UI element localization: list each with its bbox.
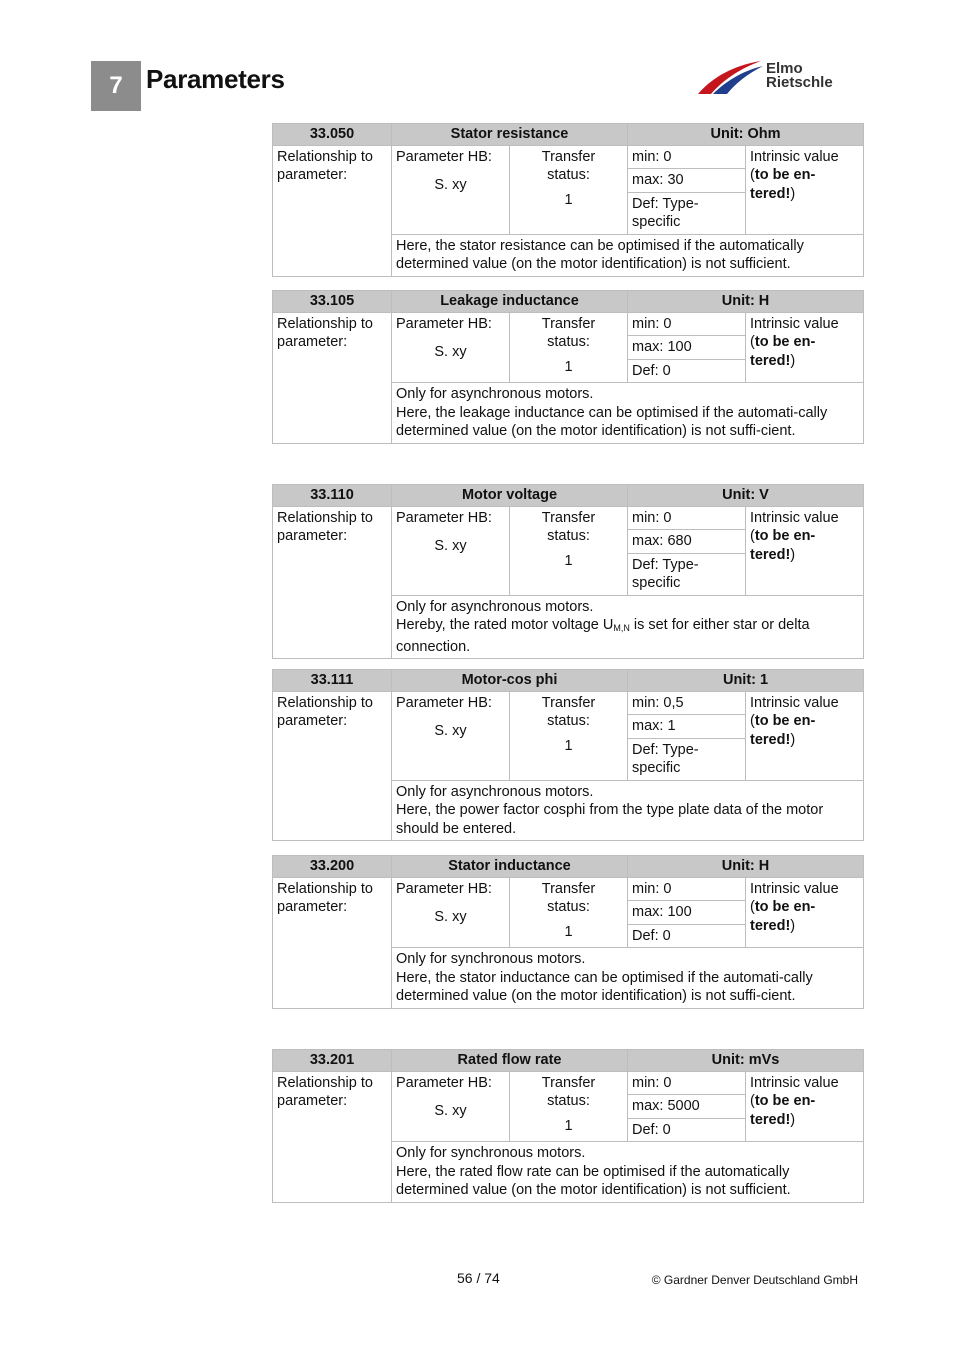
min-max-def-cell	[628, 506, 746, 595]
parameter-id: 33.201	[273, 1050, 392, 1072]
parameter-table	[272, 669, 864, 841]
relationship-label: Relationship to parameter:	[273, 312, 392, 443]
max-value: max: 5000	[628, 1095, 745, 1119]
transfer-status-cell: Transfer status: 1	[510, 145, 628, 234]
description-line: Only for synchronous motors.	[396, 951, 586, 967]
intrinsic-value-cell: Intrinsic value (to be en-tered!)	[746, 691, 864, 780]
min-max-def-cell	[628, 877, 746, 948]
max-value: max: 100	[628, 901, 745, 925]
description-line: Here, the power factor cosphi from the type plate data of the motor should be entered.	[396, 802, 824, 837]
relationship-label: Relationship to parameter:	[273, 506, 392, 659]
page-title: Parameters	[146, 64, 285, 94]
default-value: Def: 0	[632, 927, 671, 944]
logo-line-2: Rietschle	[766, 74, 833, 91]
logo-line-1: Elmo	[766, 60, 803, 77]
description-line: Only for synchronous motors.	[396, 1145, 586, 1161]
parameter-name: Motor voltage	[392, 485, 628, 507]
relationship-label: Relationship to parameter:	[273, 691, 392, 841]
default-value: Def: Type-specific	[632, 741, 699, 776]
parameter-table	[272, 290, 864, 444]
description-line: Only for asynchronous motors.	[396, 598, 594, 615]
transfer-status-cell: Transfer status: 1	[510, 877, 628, 948]
min-value: min: 0	[628, 313, 745, 336]
parameter-name: Stator inductance	[392, 856, 628, 878]
parameter-unit: Unit: Ohm	[628, 124, 864, 146]
parameter-hb-cell: Parameter HB: S. xy	[392, 506, 510, 595]
parameter-table	[272, 1049, 864, 1203]
parameter-table	[272, 484, 864, 659]
transfer-status-cell: Transfer status: 1	[510, 312, 628, 383]
description-line: Here, the rated flow rate can be optimised if the automatically determined value (on the motor identification) is not sufficient.	[396, 1163, 791, 1198]
transfer-status-cell: Transfer status: 1	[510, 691, 628, 780]
min-value: min: 0	[628, 507, 745, 530]
chapter-number-badge: 7	[91, 61, 141, 111]
parameter-description	[392, 595, 864, 659]
default-value: Def: Type-specific	[632, 556, 699, 591]
intrinsic-value-cell: Intrinsic value (to be en-tered!)	[746, 506, 864, 595]
description-line: Only for asynchronous motors.	[396, 783, 594, 800]
parameter-unit: Unit: mVs	[628, 1050, 864, 1072]
min-value: min: 0	[628, 146, 745, 169]
parameter-unit: Unit: H	[628, 291, 864, 313]
relationship-label: Relationship to parameter:	[273, 1071, 392, 1202]
parameter-name: Leakage inductance	[392, 291, 628, 313]
parameter-unit: Unit: 1	[628, 670, 864, 692]
transfer-status-cell: Transfer status: 1	[510, 1071, 628, 1142]
parameter-description	[392, 780, 864, 841]
page-number: 56 / 74	[457, 1270, 500, 1286]
parameter-name: Motor-cos phi	[392, 670, 628, 692]
intrinsic-value-cell: Intrinsic value (to be en-tered!)	[746, 312, 864, 383]
copyright: © Gardner Denver Deutschland GmbH	[651, 1273, 858, 1287]
min-max-def-cell	[628, 1071, 746, 1142]
default-value: Def: 0	[632, 362, 671, 379]
parameter-hb-cell: Parameter HB: S. xy	[392, 145, 510, 234]
default-value: Def: 0	[632, 1121, 671, 1138]
parameter-hb-cell: Parameter HB: S. xy	[392, 877, 510, 948]
description-line: Only for asynchronous motors.	[396, 386, 594, 402]
min-value: min: 0	[628, 878, 745, 901]
relationship-label: Relationship to parameter:	[273, 877, 392, 1008]
min-value: min: 0,5	[628, 692, 745, 715]
description-line: Here, the stator inductance can be optimised if the automati-cally determined value (on the motor identification) is not suffi-cient.	[396, 969, 813, 1004]
max-value: max: 30	[628, 169, 745, 193]
parameter-id: 33.200	[273, 856, 392, 878]
parameter-description	[392, 1142, 864, 1203]
min-max-def-cell	[628, 691, 746, 780]
parameter-name: Rated flow rate	[392, 1050, 628, 1072]
description-line: Hereby, the rated motor voltage $U_{M,N}$ is set for either star or delta connection.	[396, 617, 810, 655]
parameter-unit: Unit: V	[628, 485, 864, 507]
max-value: max: 100	[628, 336, 745, 360]
intrinsic-value-cell: Intrinsic value (to be en-tered!)	[746, 1071, 864, 1142]
parameter-unit: Unit: H	[628, 856, 864, 878]
intrinsic-value-cell: Intrinsic value (to be en-tered!)	[746, 145, 864, 234]
parameter-hb-cell: Parameter HB: S. xy	[392, 312, 510, 383]
parameter-table	[272, 855, 864, 1009]
intrinsic-value-cell: Intrinsic value (to be en-tered!)	[746, 877, 864, 948]
min-max-def-cell	[628, 312, 746, 383]
parameter-id: 33.050	[273, 124, 392, 146]
description-line: Here, the stator resistance can be optimised if the automatically determined value (on the motor identification) is not sufficient.	[396, 237, 804, 272]
parameter-description	[392, 234, 864, 276]
parameter-hb-cell: Parameter HB: S. xy	[392, 1071, 510, 1142]
parameter-description	[392, 948, 864, 1009]
max-value: max: 680	[628, 530, 745, 554]
transfer-status-cell: Transfer status: 1	[510, 506, 628, 595]
parameter-name: Stator resistance	[392, 124, 628, 146]
default-value: Def: Type-specific	[632, 195, 699, 230]
parameter-id: 33.110	[273, 485, 392, 507]
parameter-id: 33.105	[273, 291, 392, 313]
description-line: Here, the leakage inductance can be optimised if the automati-cally determined value (on the motor identification) is not suffi-cient.	[396, 404, 828, 439]
relationship-label: Relationship to parameter:	[273, 145, 392, 276]
parameter-hb-cell: Parameter HB: S. xy	[392, 691, 510, 780]
parameter-table	[272, 123, 864, 277]
parameter-id: 33.111	[273, 670, 392, 692]
max-value: max: 1	[628, 715, 745, 739]
min-value: min: 0	[628, 1072, 745, 1095]
parameter-description	[392, 383, 864, 444]
logo-text	[766, 62, 833, 90]
min-max-def-cell	[628, 145, 746, 234]
